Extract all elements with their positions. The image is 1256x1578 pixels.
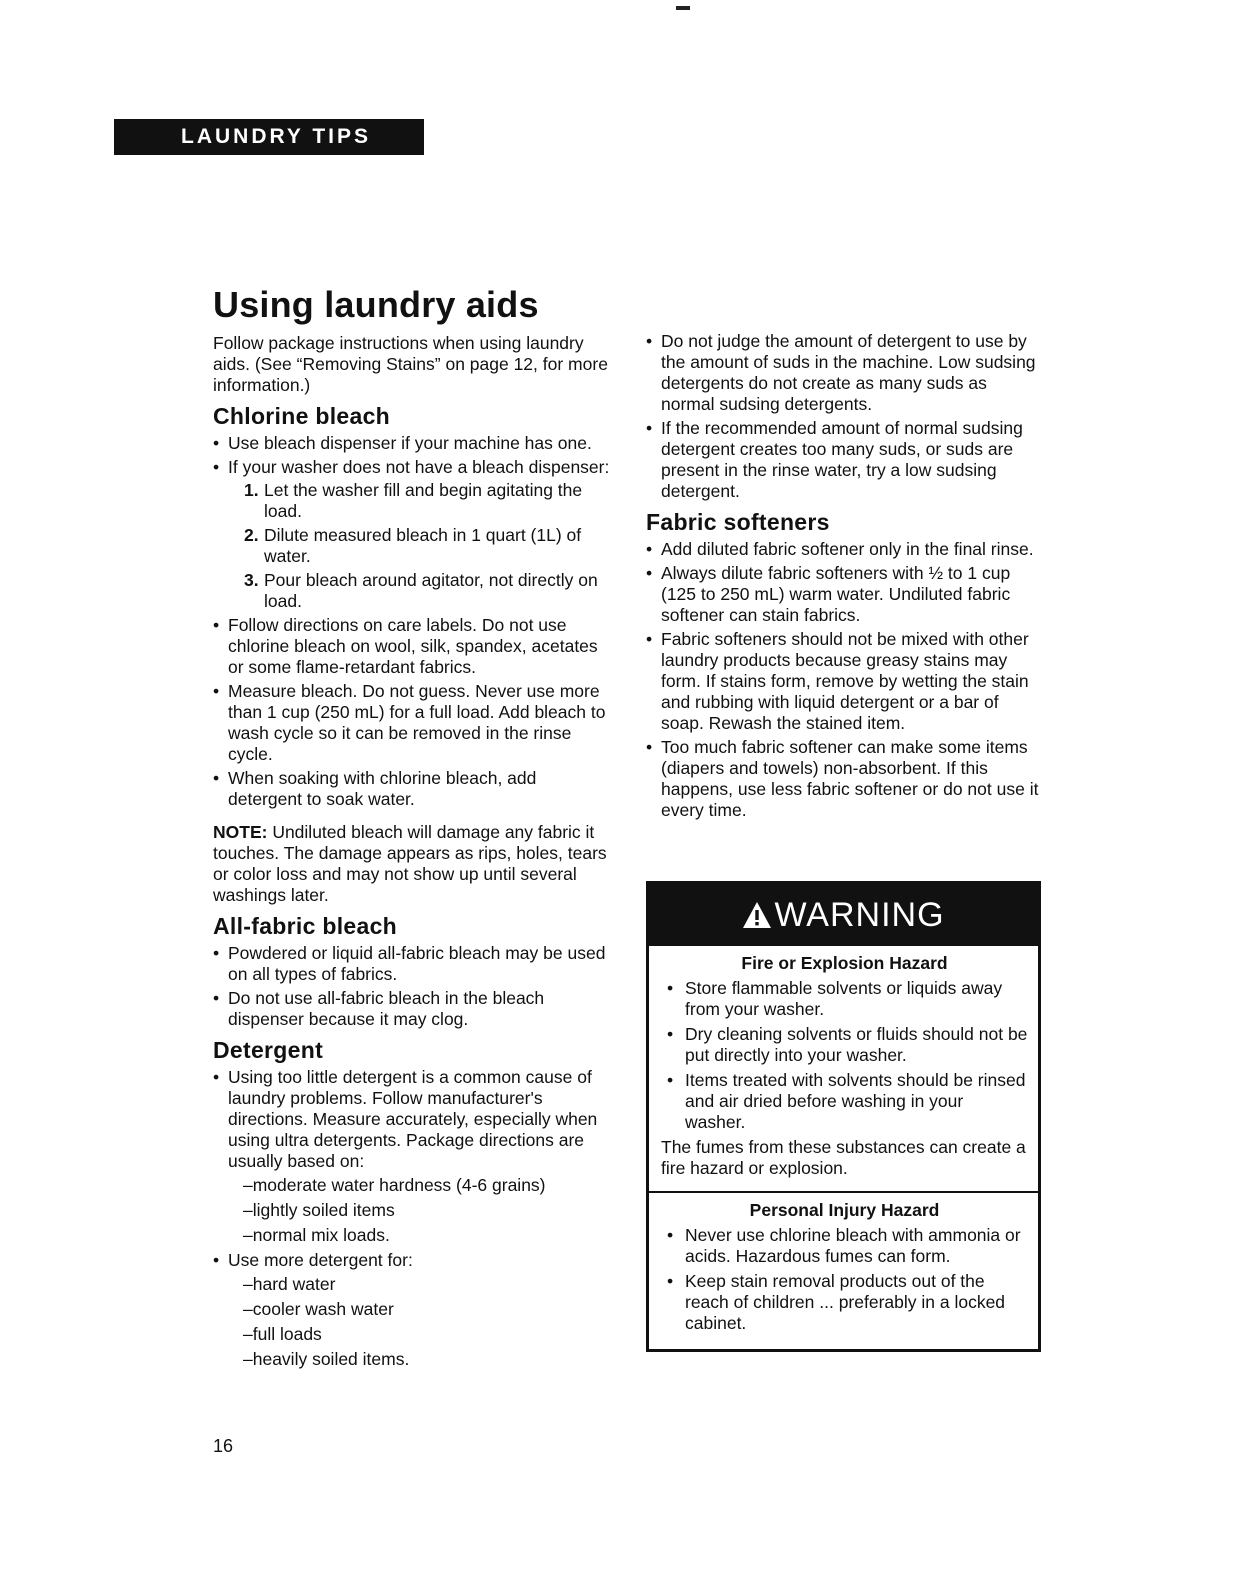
list-item: • Never use chlorine bleach with ammonia or acids. Hazardous fumes can form. bbox=[661, 1225, 1028, 1267]
list-item: • Measure bleach. Do not guess. Never use more than 1 cup (250 mL) for a full load. Add bleach to wash cycle so it can be removed in the rinse cycle. bbox=[213, 681, 613, 765]
dash-item: –moderate water hardness (4-6 grains) bbox=[243, 1175, 546, 1195]
warning-title: WARNING bbox=[774, 896, 945, 934]
list-item: • Always dilute fabric softeners with ½ to 1 cup (125 to 250 mL) warm water. Undiluted fabric softener can stain fabrics. bbox=[646, 563, 1040, 626]
dash-item: –cooler wash water bbox=[243, 1299, 394, 1319]
list-item: • Follow directions on care labels. Do not use chlorine bleach on wool, silk, spandex, acetates or some flame-retardant fabrics. bbox=[213, 615, 613, 678]
fire-hazard-section bbox=[649, 953, 1038, 1179]
step-text: Dilute measured bleach in 1 quart (1L) of water. bbox=[264, 525, 582, 566]
fabric-softeners-heading: Fabric softeners bbox=[646, 509, 830, 535]
list-item: • Too much fabric softener can make some items (diapers and towels) non-absorbent. If this happens, use less fabric softener or do not use it every time. bbox=[646, 737, 1040, 821]
page-number: 16 bbox=[213, 1436, 234, 1456]
all-fabric-bleach-heading: All-fabric bleach bbox=[213, 913, 398, 939]
step-number: 3. bbox=[244, 570, 259, 590]
step-text: Pour bleach around agitator, not directly on load. bbox=[264, 570, 598, 611]
list-item: • When soaking with chlorine bleach, add detergent to soak water. bbox=[213, 768, 613, 810]
warning-triangle-icon bbox=[742, 887, 772, 949]
step-item bbox=[244, 480, 613, 522]
list-item: • Do not judge the amount of detergent to use by the amount of suds in the machine. Low sudsing detergents do not create as many suds as normal sudsing detergents. bbox=[646, 331, 1040, 415]
step-number: 2. bbox=[244, 525, 259, 545]
list-item bbox=[213, 457, 613, 612]
list-item: • Items treated with solvents should be rinsed and air dried before washing in your washer. bbox=[661, 1070, 1028, 1133]
bleach-note bbox=[213, 822, 613, 906]
dash-item: –lightly soiled items bbox=[243, 1200, 395, 1220]
softener-bullets bbox=[646, 539, 1040, 821]
list-item-text: Using too little detergent is a common cause of laundry problems. Follow manufacturer's directions. Measure accurately, especially when using ultra detergents. Package directions are usually based on: bbox=[228, 1067, 598, 1171]
section-banner: LAUNDRY TIPS bbox=[114, 119, 424, 155]
chlorine-bleach-heading: Chlorine bleach bbox=[213, 403, 391, 429]
dash-item: –heavily soiled items. bbox=[243, 1349, 410, 1369]
list-item: • Fabric softeners should not be mixed with other laundry products because greasy stains may form. If stains form, remove by wetting the stain and rubbing with liquid detergent or a bar of soap. Rewash the stained item. bbox=[646, 629, 1040, 734]
list-item: • Do not use all-fabric bleach in the bleach dispenser because it may clog. bbox=[213, 988, 613, 1030]
list-item: • Powdered or liquid all-fabric bleach may be used on all types of fabrics. bbox=[213, 943, 613, 985]
fire-hazard-bullets bbox=[661, 978, 1028, 1133]
injury-hazard-bullets bbox=[661, 1225, 1028, 1334]
bleach-steps bbox=[244, 480, 613, 612]
list-item: • Dry cleaning solvents or fluids should not be put directly into your washer. bbox=[661, 1024, 1028, 1066]
list-item: • Store flammable solvents or liquids away from your washer. bbox=[661, 978, 1028, 1020]
list-item: • Add diluted fabric softener only in the final rinse. bbox=[646, 539, 1040, 560]
list-item: • Use bleach dispenser if your machine has one. bbox=[213, 433, 613, 454]
page-title: Using laundry aids bbox=[213, 284, 539, 325]
list-item bbox=[213, 1250, 613, 1370]
list-item: • Keep stain removal products out of the reach of children ... preferably in a locked cabinet. bbox=[661, 1271, 1028, 1334]
list-item-text: Use more detergent for: bbox=[228, 1250, 413, 1270]
scan-mark bbox=[676, 6, 690, 10]
step-text: Let the washer fill and begin agitating the load. bbox=[264, 480, 583, 521]
left-column bbox=[213, 283, 613, 1374]
note-text: Undiluted bleach will damage any fabric it touches. The damage appears as rips, holes, tears or color loss and may not show up until several washings later. bbox=[213, 822, 607, 905]
detergent-continued-bullets bbox=[646, 331, 1040, 502]
right-column bbox=[646, 331, 1040, 824]
dash-item: –full loads bbox=[243, 1324, 322, 1344]
step-item bbox=[244, 525, 613, 567]
warning-header bbox=[649, 884, 1038, 946]
list-item bbox=[213, 1067, 613, 1246]
hazard-divider bbox=[649, 1191, 1038, 1193]
injury-hazard-heading: Personal Injury Hazard bbox=[749, 1200, 940, 1220]
note-label: NOTE: bbox=[213, 822, 268, 842]
intro-paragraph: Follow package instructions when using laundry aids. (See “Removing Stains” on page 12, for more information.) bbox=[213, 333, 608, 395]
injury-hazard-section bbox=[649, 1200, 1038, 1334]
list-item-text: If your washer does not have a bleach dispenser: bbox=[228, 457, 610, 477]
warning-box bbox=[646, 881, 1041, 1352]
fire-hazard-footer: The fumes from these substances can create a fire hazard or explosion. bbox=[661, 1137, 1026, 1178]
chlorine-bullets bbox=[213, 433, 613, 810]
dash-item: –normal mix loads. bbox=[243, 1225, 390, 1245]
more-detergent-list bbox=[243, 1274, 613, 1370]
detergent-bullets bbox=[213, 1067, 613, 1370]
based-on-list bbox=[243, 1175, 613, 1246]
step-number: 1. bbox=[244, 480, 259, 500]
list-item: • If the recommended amount of normal sudsing detergent creates too many suds, or suds are present in the rinse water, try a low sudsing detergent. bbox=[646, 418, 1040, 502]
all-fabric-bullets bbox=[213, 943, 613, 1030]
detergent-heading: Detergent bbox=[213, 1037, 324, 1063]
dash-item: –hard water bbox=[243, 1274, 336, 1294]
step-item bbox=[244, 570, 613, 612]
fire-hazard-heading: Fire or Explosion Hazard bbox=[741, 953, 948, 973]
